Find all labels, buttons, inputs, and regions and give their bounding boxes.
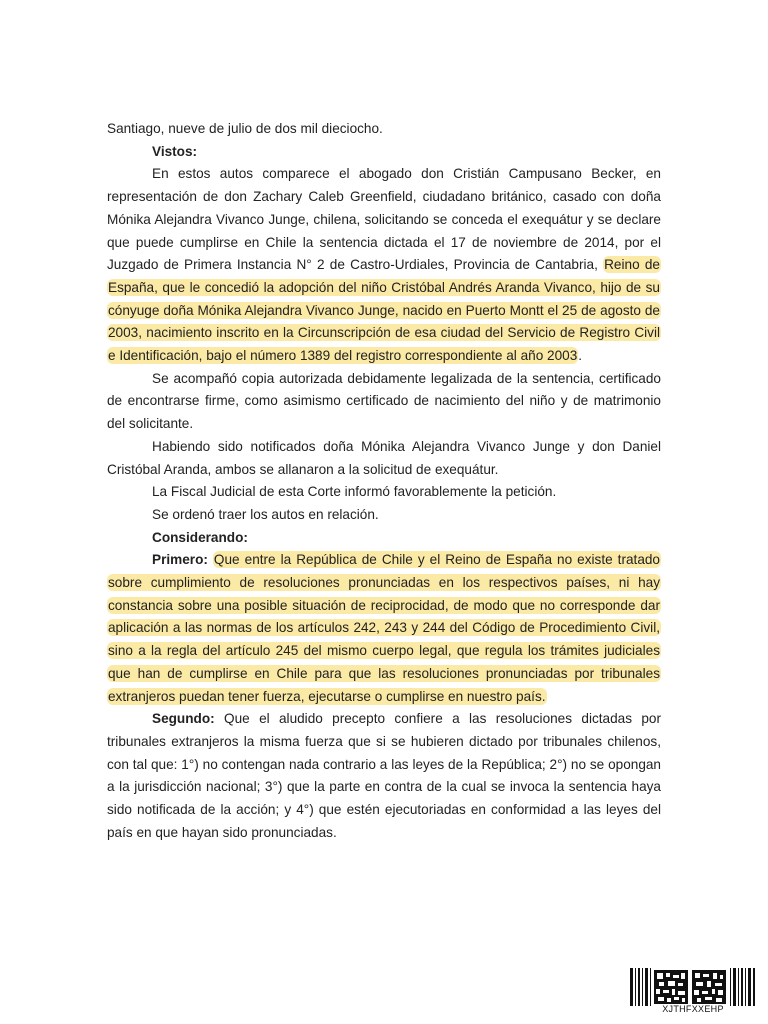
date-line: Santiago, nueve de julio de dos mil dieciocho. — [107, 121, 383, 136]
primero-label: Primero: — [152, 552, 208, 568]
segundo-text: Que el aludido precepto confiere a las resoluciones dictadas por tribunales extranjeros la misma fuerza que si se hubieren dictado por tribunales chilenos, con tal que: 1°) no contengan nada contrario a las leyes de la República; 2°) no se opongan a la jurisdicción nacional; 3°) que la parte en contra de la cual se invoca la sentencia haya sido notificada de la acción; y 4°) que estén ejecutoriadas en conformidad a las leyes del país en que hayan sido pronunciadas. — [107, 711, 661, 840]
verification-code: XJTHFXXEHP — [662, 1004, 724, 1014]
vistos-heading: Vistos: — [152, 143, 198, 159]
resolution-document — [107, 118, 661, 845]
vistos-paragraph-3: Habiendo sido notificados doña Mónika Alejandra Vivanco Junge y don Daniel Cristóbal Aranda, ambos se allanaron a la solicitud de exequátur. — [107, 438, 661, 477]
vistos-paragraph-2: Se acompañó copia autorizada debidamente legalizada de la sentencia, certificado de encontrarse firme, como asimismo certificado de nacimiento del niño y de matrimonio del solicitante. — [107, 370, 661, 432]
primero-highlighted-text: Que entre la República de Chile y el Reino de España no existe tratado sobre cumplimiento de resoluciones pronunciadas en los respectivos países, ni hay constancia sobre una posible situación de reciprocidad, de modo que no corresponde dar aplicación a las normas de los artículos 242, 243 y 244 del Código de Procedimiento Civil, sino a la regla del artículo 245 del mismo cuerpo legal, que regula los trámites judiciales que han de cumplirse en Chile para que las resoluciones pronunciadas por tribunales extranjeros puedan tener fuerza, ejecutarse o cumplirse en nuestro país. — [108, 552, 660, 704]
segundo-paragraph — [107, 708, 661, 844]
considerando-heading: Considerando: — [152, 529, 248, 545]
vistos-p1-period: . — [578, 348, 583, 364]
vistos-p1-text: En estos autos comparece el abogado don Cristián Campusano Becker, en representación de don Zachary Caleb Greenfield, ciudadano británico, casado con doña Mónika Alejandra Vivanco Junge, chilena, solicitando se conceda el exequátur y se declare que puede cumplirse en Chile la sentencia dictada el 17 de noviembre de 2014, por el Juzgado de Primera Instancia N° 2 de Castro-Urdiales, Provincia de Cantabria, — [107, 166, 661, 273]
vistos-paragraph-4: La Fiscal Judicial de esta Corte informó favorablemente la petición. — [152, 484, 557, 500]
highlighted-passage: Reino de España, que le concedió la adopción del niño Cristóbal Andrés Aranda Vivanco, hijo de su cónyuge doña Mónika Alejandra Vivanco Junge, nacido en Puerto Montt el 25 de agosto de 2003, nacimiento inscrito en la Circunscripción de esa ciudad del Servicio de Registro Civil e Identificación, bajo el número 1389 del registro correspondiente al año 2003 — [108, 257, 660, 364]
verification-barcode-icon — [628, 968, 758, 1006]
primero-paragraph — [107, 549, 661, 708]
vistos-paragraph-1 — [107, 163, 661, 367]
vistos-paragraph-5: Se ordenó traer los autos en relación. — [152, 506, 379, 522]
segundo-label: Segundo: — [152, 711, 215, 727]
